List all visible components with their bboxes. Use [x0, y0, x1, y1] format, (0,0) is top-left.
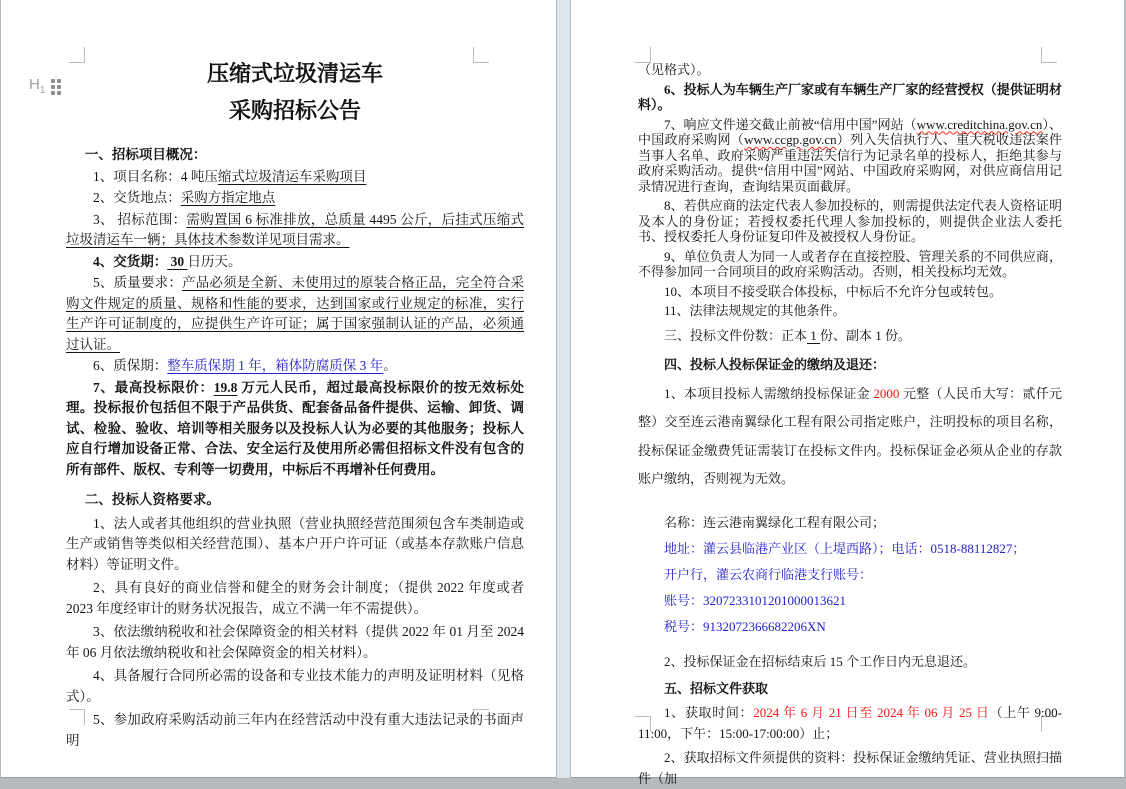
document-title-line-1: 压缩式垃圾清运车 [206, 61, 383, 86]
list-item-qualification-4: 4、具备履行合同所必需的设备和专业技术能力的声明及证明材料（见格式）。 [66, 668, 524, 704]
original-copies-count: 1 [807, 327, 821, 343]
list-item-qualification-7: 7、响应文件递交截止前被“信用中国”网站（www.creditchina.gov.cn）、中国政府采购网（www.ccgp.gov.cn）列入失信执行人、重大税收违法案件当事人名单、政府采购严重违法失信行为记录名单的投标人，拒绝其参与政府采购活动。提供“信用中国”网站、中国政府采购网，对供应商信用记录情况进行查询，查询结果页面截屏。 [638, 116, 1062, 194]
creditchina-url: www.creditchina.gov.cn [916, 116, 1043, 132]
section-5-heading: 五、招标文件获取 [664, 680, 769, 696]
list-item-deposit-refund: 2、投标保证金在招标结束后 15 个工作日内无息退还。 [664, 653, 977, 669]
list-item-qualification-2: 2、具有良好的商业信誉和健全的财务会计制度；（提供 2022 年度或者 2023 年度经审计的财务状况报告，成立不满一年不需提供）。 [66, 580, 524, 616]
list-item-qualification-5: 5、参加政府采购活动前三年内在经营活动中没有重大违法记录的书面声明 [66, 712, 524, 748]
heading-level-marker: $H_1$ [29, 76, 46, 96]
list-item-project-name: 1、项目名称：4 吨压缩式垃圾清运车采购项目 [93, 168, 367, 184]
bank-info-name: 名称：连云港南翼绿化工程有限公司； [664, 514, 886, 530]
obtain-date-range: 2024 年 6 月 21 日至 2024 年 06 月 25 日 [753, 705, 990, 720]
section-4-heading: 四、投标人投标保证金的缴纳及退还： [664, 357, 886, 372]
section-2-heading: 二、投标人资格要求。 [84, 492, 220, 507]
list-item-price-limit: 7、最高投标限价：19.8 万元人民币，超过最高投标限价的按无效标处理。投标报价包括但不限于产品供货、配套备品备件提供、运输、卸货、调试、检验、验收、培训等相关服务以及投标人认为必要的其他服务；投标人应自行增加设备正常、合法、安全运行及使用所必需但招标文件没有包含的所有部件、版权、专利等一切费用，中标后不再增补任何费用。 [66, 379, 525, 477]
list-item-qualification-8: 8、若供应商的法定代表人参加投标的，则需提供法定代表人资格证明及本人的身份证；若授权委托代理人参加投标的，则提供企业法人委托书、授权委托人身份证复印件及被授权人身份证。 [638, 198, 1062, 244]
list-item-qualification-3: 3、依法缴纳税收和社会保障资金的相关材料（提供 2022 年 01 月至 2024 年 06 月依法缴纳税收和社会保障资金的相关材料）。 [66, 624, 524, 660]
document-page-1 [0, 0, 557, 778]
list-item-delivery-place: 2、交货地点：采购方指定地点 [93, 190, 276, 205]
bank-info-address-phone: 地址：灌云县临港产业区（上堤西路）；电话：0518-88112827； [664, 540, 1026, 556]
delivery-place-value: 采购方指定地点 [180, 190, 276, 205]
deposit-amount-value: 2000 [873, 385, 900, 401]
page-1-content [66, 0, 524, 777]
document-title-line-2: 采购招标公告 [228, 98, 361, 123]
section-3-heading: 三、投标文件份数：正本 1 份、副本 1 份。 [664, 327, 912, 343]
list-item-delivery-period: 4、交货期： 30 日历天。 [93, 253, 242, 269]
bank-info-branch: 开户行，灌云农商行临港支行账号： [664, 566, 873, 582]
list-item-deposit: 1、本项目投标人需缴纳投标保证金 2000 元整（人民币大写：贰仟元整）交至连云港南翼绿化工程有限公司指定账户，注明投标的项目名称，投标保证金缴费凭证需装订在投标文件内。投标保证金必须从企业的存款账户缴纳，否则视为无效。 [638, 385, 1062, 486]
project-name-value: 缩式垃圾清运车采购项目 [217, 168, 367, 184]
list-item-qualification-9: 9、单位负责人为同一人或者存在直接控股、管理关系的不同供应商，不得参加同一合同项目的政府采购活动。否则，相关投标均无效。 [638, 248, 1062, 279]
list-item-obtain-time: 1、获取时间：2024 年 6 月 21 日至 2024 年 06 月 25 日（上午 9:00-11:00，下午：15:00-17:00:00）止； [638, 705, 1062, 741]
bank-info-account-number: 账号：3207233101201000013621 [664, 592, 847, 608]
price-limit-value: 19.8 [213, 379, 238, 395]
list-item-warranty: 6、质保期：整车质保期 1 年，箱体防腐质保 3 年。 [93, 358, 397, 373]
document-page-2 [570, 0, 1125, 786]
list-item-bid-scope: 3、 招标范围：需购置国 6 标准排放，总质量 4495 公斤，后挂式压缩式垃圾清运车一辆；具体技术参数详见项目需求。 [66, 211, 524, 247]
bank-info-tax-number: 税号：9132072366682206XN [664, 618, 826, 634]
warranty-value: 整车质保期 1 年，箱体防腐质保 3 年 [167, 358, 384, 373]
list-item-quality-requirement: 5、质量要求：产品必须是全新、未使用过的原装合格正品，完全符合采购文件规定的质量、规格和性能的要求，达到国家或行业规定的标准，实行生产许可证制度的，应提供生产许可证；属于国家强制认证的产品，必须通过认证。 [66, 275, 525, 352]
carryover-text: （见格式）。 [638, 62, 710, 77]
delivery-days-value: 30 [167, 253, 188, 269]
ccgp-url: www.ccgp.gov.cn [744, 132, 837, 147]
bid-scope-value: 需购置国 6 标准排放，总质量 4495 公斤，后挂式压缩式垃圾清运车一辆；具体技术参数详见项目需求。 [66, 211, 524, 247]
page-2-content [638, 0, 1062, 786]
list-item-obtain-materials: 2、获取招标文件须提供的资料：投标保证金缴纳凭证、营业执照扫描件（加 [638, 750, 1062, 786]
list-item-qualification-10: 10、本项目不接受联合体投标，中标后不允许分包或转包。 [664, 283, 1003, 299]
list-item-qualification-11: 11、法律法规规定的其他条件。 [664, 303, 846, 318]
page-gap [557, 0, 570, 778]
list-item-qualification-6: 6、投标人为车辆生产厂家或有车辆生产厂家的经营授权（提供证明材料）。 [638, 81, 1062, 112]
quality-requirement-value: 产品必须是全新、未使用过的原装合格正品，完全符合采购文件规定的质量、规格和性能的要求，达到国家或行业规定的标准，实行生产许可证制度的，应提供生产许可证；属于国家强制认证的产品，必须通过认证。 [66, 275, 525, 352]
drag-handle-icon[interactable] [51, 79, 61, 95]
list-item-qualification-1: 1、法人或者其他组织的营业执照（营业执照经营范围须包含车类制造或生产或销售等类似相关经营范围）、基本户开户许可证（或基本存款账户信息材料）等证明文件。 [66, 515, 524, 572]
section-1-heading: 一、招标项目概况： [84, 147, 207, 162]
